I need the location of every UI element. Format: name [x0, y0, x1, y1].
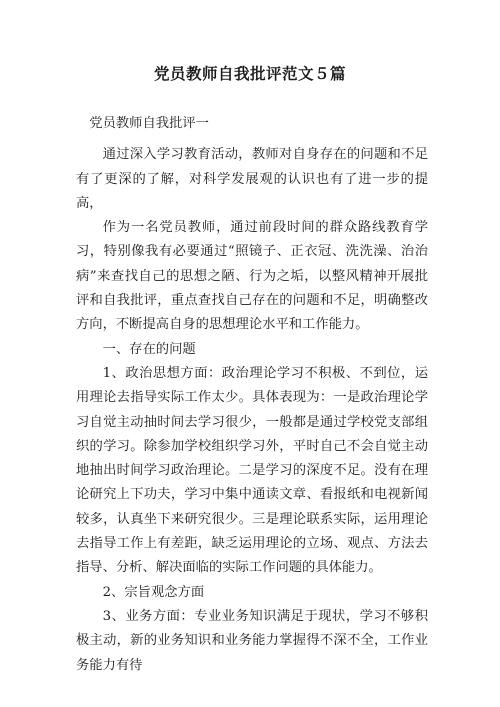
paragraph: 通过深入学习教育活动，教师对自身存在的问题和不足有了更深的了解，对科学发展观的认识也有了进一步的提高， [76, 147, 428, 211]
paragraph: 3、业务方面：专业业务知识满足于现状，学习不够积极主动，新的业务知识和业务能力掌握得不深不全，工作业务能力有待 [76, 608, 428, 673]
document-title: 党员教师自我批评范文５篇 [153, 64, 346, 83]
section-heading: 党员教师自我批评一 [89, 116, 209, 131]
paragraph: 作为一名党员教师，通过前段时间的群众路线教育学习，特别像我有必要通过“照镜子、正衣冠、洗洗澡、治治病”来查找自己的思想之陋、行为之垢，以整风精神开展批评和自我批评，重点查找自己存在的问题和不足，明确整改方向，不断提高自身的思想理论水平和工作能力。 [76, 220, 428, 333]
paragraph: 1、政治思想方面：政治理论学习不积极、不到位，运用理论去指导实际工作太少。具体表现为：一是政治理论学习自觉主动抽时间去学习很少，一般都是通过学校党支部组织的学习。除参加学校组织学习外，平时自己不会自觉主动地抽出时间学习政治理论。二是学习的深度不足。没有在理论研究上下功夫，学习中集中通读文章、看报纸和电视新闻较多，认真坐下来研究很少。三是理论联系实际，运用理论去指导工作上有差距，缺乏运用理论的立场、观点、方法去指导、分析、解决面临的实际工作问题的具体能力。 [76, 365, 428, 576]
document-body [76, 112, 428, 678]
section-heading: 一、存在的问题 [102, 341, 196, 357]
section-heading: 2、宗旨观念方面 [102, 584, 205, 600]
